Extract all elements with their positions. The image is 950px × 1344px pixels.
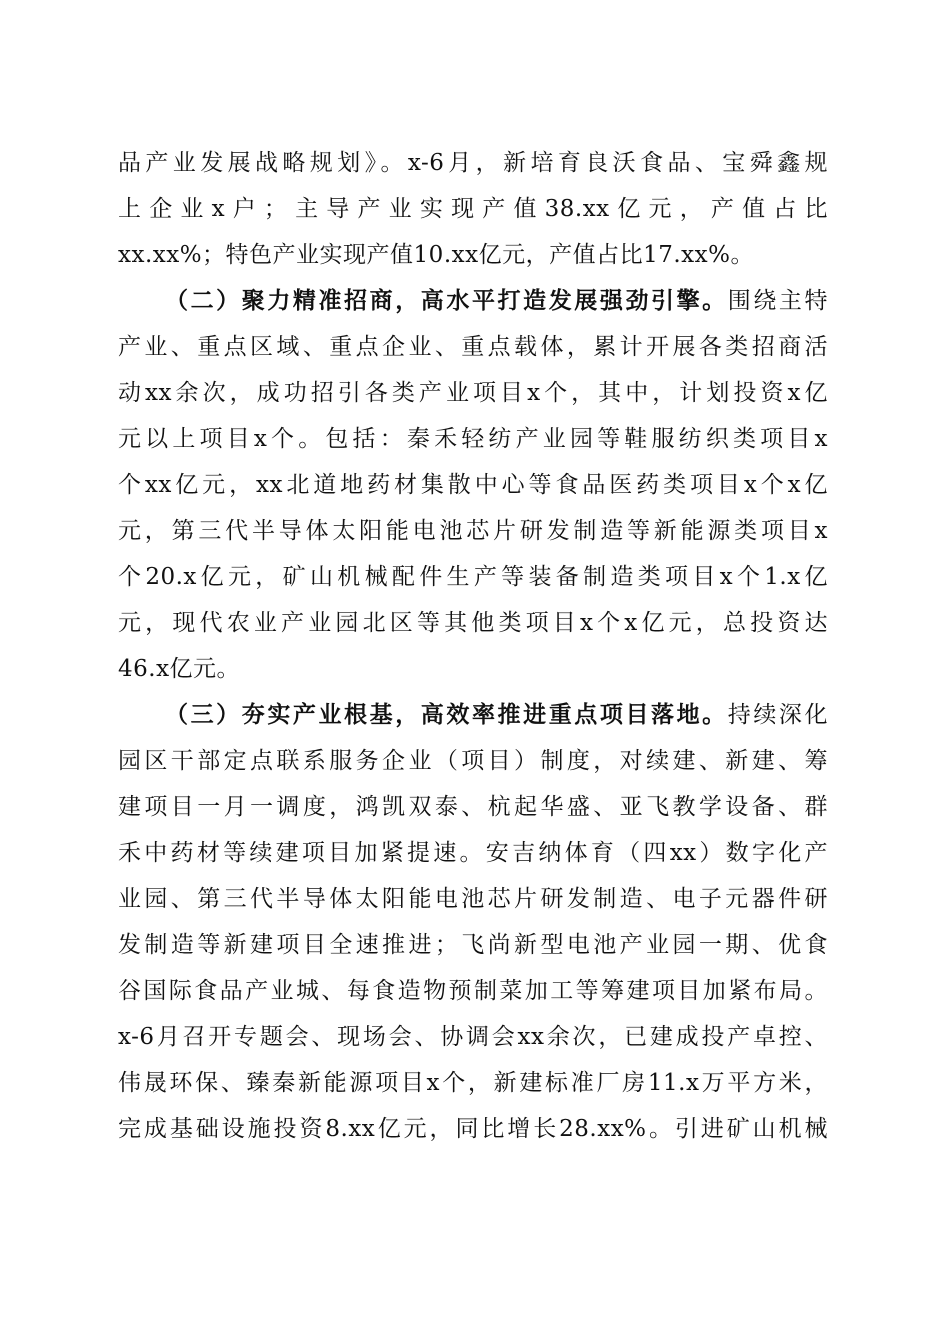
p3-line-7: 谷国际食品产业城、每食造物预制菜加工等筹建项目加紧布局。	[118, 978, 828, 1004]
p3-heading: （三）夯实产业根基，高效率推进重点项目落地。	[165, 701, 728, 728]
p2-line-2: 产业、重点区域、重点企业、重点载体，累计开展各类招商活	[118, 334, 828, 360]
p2-line-5: 个xx亿元，xx北道地药材集散中心等食品医药类项目x个x亿	[118, 472, 828, 498]
p1-line-3: xx.xx%；特色产业实现产值10.xx亿元，产值占比17.xx%。	[118, 242, 754, 268]
p2-line-4: 元以上项目x个。包括：秦禾轻纺产业园等鞋服纺织类项目x	[118, 426, 828, 452]
p3-line-6: 发制造等新建项目全速推进；飞尚新型电池产业园一期、优食	[118, 932, 828, 958]
p3-line-8: x-6月召开专题会、现场会、协调会xx余次，已建成投产卓控、	[118, 1024, 828, 1050]
p2-line-6: 元，第三代半导体太阳能电池芯片研发制造等新能源类项目x	[118, 518, 828, 544]
p3-line-5: 业园、第三代半导体太阳能电池芯片研发制造、电子元器件研	[118, 886, 828, 912]
p3-line-1	[165, 699, 828, 731]
p2-line-3: 动xx余次，成功招引各类产业项目x个，其中，计划投资x亿	[118, 380, 828, 406]
p2-line-7: 个20.x亿元，矿山机械配件生产等装备制造类项目x个1.x亿	[118, 564, 828, 590]
p3-line-9: 伟晟环保、臻秦新能源项目x个，新建标准厂房11.x万平方米，	[118, 1070, 828, 1096]
p3-line-4: 禾中药材等续建项目加紧提速。安吉纳体育（四xx）数字化产	[118, 840, 828, 866]
p2-heading: （二）聚力精准招商，高水平打造发展强劲引擎。	[165, 287, 728, 314]
p3-line-2: 园区干部定点联系服务企业（项目）制度，对续建、新建、筹	[118, 748, 828, 774]
p2-line-8: 元，现代农业产业园北区等其他类项目x个x亿元，总投资达	[118, 610, 828, 636]
p2-first-line-rest: 围绕主特	[727, 288, 829, 314]
p2-line-9: 46.x亿元。	[118, 656, 241, 682]
p3-line-10: 完成基础设施投资8.xx亿元，同比增长28.xx%。引进矿山机械	[118, 1116, 828, 1142]
p3-first-line-rest: 持续深化	[727, 702, 829, 728]
p2-line-1	[165, 285, 828, 317]
p1-line-2: 上企业x户；主导产业实现产值38.xx亿元，产值占比	[118, 196, 828, 222]
p1-line-1: 品产业发展战略规划》。x-6月，新培育良沃食品、宝舜鑫规	[118, 150, 828, 176]
p3-line-3: 建项目一月一调度，鸿凯双泰、杭起华盛、亚飞教学设备、群	[118, 794, 828, 820]
